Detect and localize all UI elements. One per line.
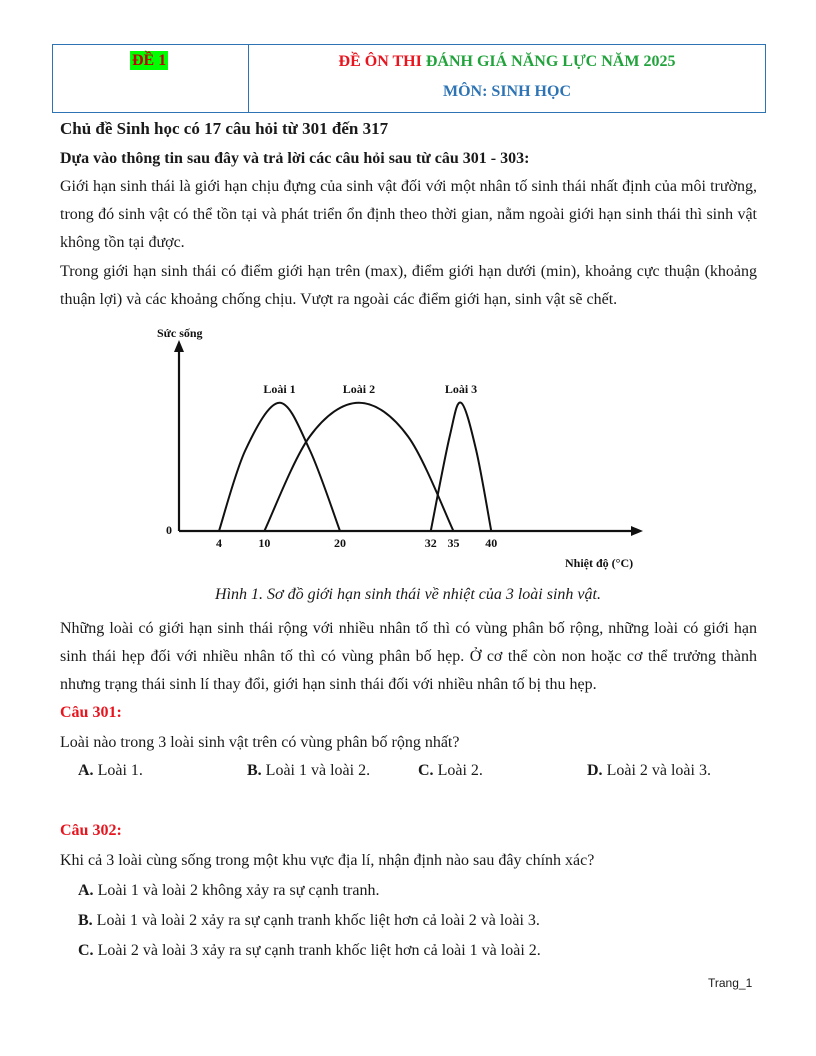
exam-label: ĐỀ 1 <box>132 52 167 69</box>
option-c[interactable] <box>418 757 483 785</box>
option-c-key: C. <box>78 942 94 959</box>
exam-title-part1: ĐỀ ÔN THI <box>338 53 426 70</box>
series-line-2 <box>264 403 453 531</box>
question-302-label: Câu 302: <box>60 822 122 839</box>
x-tick-label: 35 <box>447 536 460 550</box>
question-301-text: Loài nào trong 3 loài sinh vật trên có vùng phân bố rộng nhất? <box>60 734 460 751</box>
option-a[interactable] <box>78 757 143 785</box>
x-tick-label: 4 <box>216 536 222 550</box>
instruction-text: Dựa vào thông tin sau đây và trả lời các câu hỏi sau từ câu 301 - 303: <box>60 150 530 167</box>
option-a[interactable] <box>78 877 379 905</box>
figure-caption: Hình 1. Sơ đồ giới hạn sinh thái về nhiệt của 3 loài sinh vật. <box>215 586 601 603</box>
x-tick-label: 20 <box>334 536 346 550</box>
subject-title: MÔN: SINH HỌC <box>443 83 571 100</box>
paragraph-3: Những loài có giới hạn sinh thái rộng với nhiều nhân tố thì có vùng phân bố rộng, những loài có giới hạn sinh thái hẹp đối với nhiều nhân tố thì có vùng phân bố hẹp. Ở cơ thể còn non hoặc cơ thể trưởng thành nhưng trạng thái sinh lí thay đổi, giới hạn sinh thái đối với nhiều nhân tố bị thu hẹp. <box>60 620 757 693</box>
origin-label: 0 <box>166 523 172 537</box>
option-c-key: C. <box>418 762 434 779</box>
option-c-text: Loài 2 và loài 3 xảy ra sự cạnh tranh khốc liệt hơn cả loài 1 và loài 2. <box>93 942 541 959</box>
option-b-key: B. <box>78 912 93 929</box>
series-label-1: Loài 1 <box>263 381 296 396</box>
x-tick-label: 10 <box>258 536 271 550</box>
topic-heading: Chủ đề Sinh học có 17 câu hỏi từ 301 đến 317 <box>60 119 389 138</box>
question-301-label: Câu 301: <box>60 704 122 721</box>
option-d-key: D. <box>587 762 603 779</box>
option-b-text: Loài 1 và loài 2. <box>261 762 371 779</box>
series-label-3: Loài 3 <box>444 381 478 396</box>
option-b-text: Loài 1 và loài 2 xảy ra sự cạnh tranh khốc liệt hơn cả loài 2 và loài 3. <box>92 912 540 929</box>
option-d-text: Loài 2 và loài 3. <box>602 762 711 779</box>
option-d[interactable] <box>587 757 711 785</box>
option-b[interactable] <box>247 757 370 785</box>
option-a-text: Loài 1. <box>93 762 143 779</box>
x-tick-label: 40 <box>485 536 498 550</box>
option-c[interactable] <box>78 937 541 965</box>
option-b-key: B. <box>247 762 262 779</box>
paragraph-2: Trong giới hạn sinh thái có điểm giới hạn trên (max), điểm giới hạn dưới (min), khoảng cực thuận (khoảng thuận lợi) và các khoảng chống chịu. Vượt ra ngoài các điểm giới hạn, sinh vật sẽ chết. <box>60 263 757 308</box>
option-a-key: A. <box>78 762 94 779</box>
option-a-key: A. <box>78 882 94 899</box>
series-line-3 <box>431 403 492 531</box>
x-axis-label: Nhiệt độ (°C) <box>565 556 634 570</box>
question-301-options <box>78 757 758 785</box>
y-axis-arrow <box>174 340 184 352</box>
option-a-text: Loài 1 và loài 2 không xảy ra sự cạnh tranh. <box>93 882 380 899</box>
paragraph-1: Giới hạn sinh thái là giới hạn chịu đựng của sinh vật đối với một nhân tố sinh thái nhất định của môi trường, trong đó sinh vật có thể tồn tại và phát triển ổn định theo thời gian, nằm ngoài giới hạn sinh thái thì sinh vật không tồn tại được. <box>60 178 757 251</box>
exam-title-part2: ĐÁNH GIÁ NĂNG LỰC NĂM 2025 <box>425 53 676 70</box>
question-302-text: Khi cả 3 loài cùng sống trong một khu vực địa lí, nhận định nào sau đây chính xác? <box>60 852 595 869</box>
option-c-text: Loài 2. <box>433 762 483 779</box>
option-b[interactable] <box>78 907 540 935</box>
page-number: Trang_1 <box>708 976 753 990</box>
x-tick-label: 32 <box>424 536 437 550</box>
y-axis-label: Sức sống <box>157 326 203 340</box>
series-label-2: Loài 2 <box>342 381 376 396</box>
x-axis-arrow <box>631 526 643 536</box>
